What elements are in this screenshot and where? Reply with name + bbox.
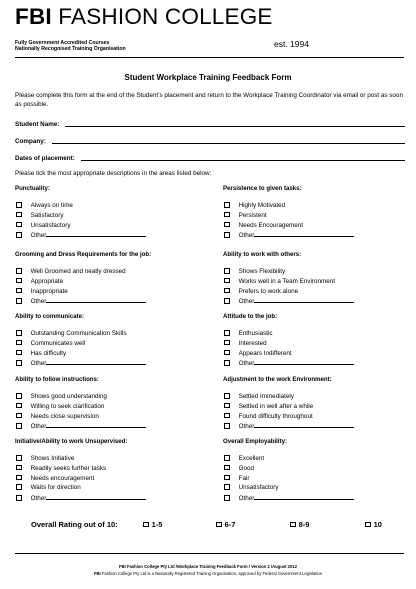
option-label: Communicates well <box>30 339 86 347</box>
checkbox-option[interactable] <box>16 267 126 276</box>
tagline-accredited: Fully Government Accredited Courses <box>15 40 110 46</box>
checkbox-option[interactable] <box>224 287 298 296</box>
checkbox-icon[interactable] <box>224 413 230 419</box>
header-divider <box>15 57 404 58</box>
checkbox-icon[interactable] <box>224 350 230 356</box>
option-label: Persistent <box>238 211 267 219</box>
checkbox-option[interactable] <box>16 230 146 239</box>
checkbox-option[interactable] <box>16 454 74 463</box>
footer-divider <box>15 553 404 554</box>
option-label: Unsatisfactory <box>30 221 71 229</box>
checkbox-icon[interactable] <box>16 288 22 294</box>
option-label: Needs Encouragement <box>238 221 304 229</box>
checkbox-option[interactable] <box>224 329 273 338</box>
option-label: Other <box>238 232 255 240</box>
rating-option-label: 6-7 <box>224 520 236 529</box>
rating-option-label: 8-9 <box>298 520 310 529</box>
option-label: Inappropriate <box>30 287 68 295</box>
rating-option-10[interactable] <box>365 520 382 529</box>
checkbox-option[interactable] <box>16 349 66 358</box>
footer-brand: FBI <box>93 571 101 576</box>
checkbox-icon[interactable] <box>224 455 230 461</box>
company-line[interactable] <box>52 143 405 144</box>
checkbox-icon[interactable] <box>224 495 230 501</box>
checkbox-icon[interactable] <box>224 330 230 336</box>
checkbox-icon[interactable] <box>224 360 230 366</box>
checkbox-option[interactable] <box>224 358 354 367</box>
checkbox-option[interactable] <box>16 201 73 210</box>
option-label: Well Groomed and neatly dressed <box>30 268 126 275</box>
checkbox-option[interactable] <box>16 493 146 502</box>
option-label: Needs close supervision <box>30 412 99 420</box>
option-label: Appears Indifferent <box>238 349 292 357</box>
rating-option-6-7[interactable] <box>216 520 235 529</box>
option-label: Other <box>238 298 255 306</box>
checkbox-icon[interactable] <box>16 475 22 481</box>
other-write-in-line[interactable] <box>46 358 146 365</box>
section-title: Punctuality: <box>15 185 50 192</box>
dates-line[interactable] <box>81 160 405 161</box>
option-label: Found difficulty throughout <box>238 412 313 420</box>
section-title: Persistence to given tasks: <box>223 185 302 192</box>
checkbox-icon[interactable] <box>16 222 22 228</box>
checkbox-icon[interactable] <box>16 278 22 284</box>
other-write-in-line[interactable] <box>254 493 354 500</box>
checkbox-icon[interactable] <box>224 268 230 274</box>
student-name-line[interactable] <box>65 126 405 127</box>
option-label: Works well in a Team Environment <box>238 277 335 285</box>
checkbox-icon[interactable] <box>224 278 230 284</box>
option-label: Shows Initiative <box>30 455 75 462</box>
other-write-in-line[interactable] <box>254 296 354 303</box>
checkbox-icon[interactable] <box>16 403 22 409</box>
company-field[interactable] <box>15 135 405 145</box>
checkbox-icon[interactable] <box>16 202 22 208</box>
checkbox-option[interactable] <box>16 464 106 473</box>
checkbox-icon[interactable] <box>16 413 22 419</box>
option-label: Other <box>30 360 47 368</box>
checkbox-option[interactable] <box>224 392 294 401</box>
checkbox-option[interactable] <box>16 329 127 338</box>
checkbox-option[interactable] <box>224 464 254 473</box>
dates-field[interactable] <box>15 152 405 162</box>
footer-legal-text: Fashion College Pty Ltd is a Nationally Registered Training Organisation, approved by Federal Government Legislation <box>100 571 323 576</box>
other-write-in-line[interactable] <box>46 296 146 303</box>
tick-instructions: Please tick the most appropriate descriptions in the areas listed below: <box>15 170 212 177</box>
checkbox-icon[interactable] <box>16 212 22 218</box>
checkbox-icon[interactable] <box>216 522 222 528</box>
checkbox-icon[interactable] <box>16 423 22 429</box>
rating-option-label: 10 <box>373 520 382 529</box>
other-write-in-line[interactable] <box>254 358 354 365</box>
checkbox-icon[interactable] <box>224 222 230 228</box>
rating-option-label: 1-5 <box>151 520 163 529</box>
option-label: Shows good understanding <box>30 393 107 400</box>
option-label: Other <box>30 298 47 306</box>
checkbox-icon[interactable] <box>16 232 22 238</box>
other-write-in-line[interactable] <box>254 421 354 428</box>
checkbox-icon[interactable] <box>224 475 230 481</box>
section-title: Initiative/Ability to work Unsupervised: <box>15 438 128 445</box>
option-label: Excellent <box>238 455 265 462</box>
option-label: Highly Motivated <box>238 202 286 209</box>
checkbox-icon[interactable] <box>290 522 296 528</box>
checkbox-option[interactable] <box>224 454 264 463</box>
option-label: Outstanding Communication Skills <box>30 330 127 337</box>
option-label: Needs encouragement <box>30 474 95 482</box>
checkbox-icon[interactable] <box>224 212 230 218</box>
option-label: Settled Immediately <box>238 393 294 400</box>
rating-option-1-5[interactable] <box>143 520 162 529</box>
overall-rating-label: Overall Rating out of 10: <box>31 520 118 529</box>
option-label: Readily seeks further tasks <box>30 464 107 472</box>
checkbox-option[interactable] <box>224 267 285 276</box>
other-write-in-line[interactable] <box>46 230 146 237</box>
option-label: Willing to seek clarification <box>30 402 105 410</box>
checkbox-option[interactable] <box>224 277 335 286</box>
checkbox-icon[interactable] <box>365 522 371 528</box>
college-logo-text <box>15 4 273 30</box>
other-write-in-line[interactable] <box>46 421 146 428</box>
checkbox-icon[interactable] <box>224 465 230 471</box>
option-label: Prefers to work alone <box>238 287 299 295</box>
checkbox-option[interactable] <box>224 421 354 430</box>
checkbox-option[interactable] <box>16 339 85 348</box>
option-label: Has difficulty <box>30 349 67 357</box>
checkbox-option[interactable] <box>16 483 81 492</box>
checkbox-option[interactable] <box>16 287 68 296</box>
checkbox-icon[interactable] <box>16 350 22 356</box>
checkbox-option[interactable] <box>16 221 71 230</box>
option-label: Appropriate <box>30 277 64 285</box>
checkbox-icon[interactable] <box>16 340 22 346</box>
form-title: Student Workplace Training Feedback Form <box>124 73 292 82</box>
checkbox-icon[interactable] <box>224 484 230 490</box>
section-title: Adjustment to the work Environment: <box>223 376 332 383</box>
established-year: est. 1994 <box>274 39 309 49</box>
student-name-label: Student Name: <box>15 121 60 128</box>
option-label: Other <box>238 423 255 431</box>
checkbox-option[interactable] <box>224 296 354 305</box>
section-title: Attitude to the job: <box>223 313 278 320</box>
checkbox-icon[interactable] <box>224 340 230 346</box>
option-label: Shows Flexibility <box>238 268 286 275</box>
checkbox-option[interactable] <box>224 201 285 210</box>
company-label: Company: <box>15 138 46 145</box>
checkbox-option[interactable] <box>16 412 99 421</box>
checkbox-icon[interactable] <box>224 393 230 399</box>
checkbox-option[interactable] <box>16 474 94 483</box>
checkbox-option[interactable] <box>224 493 354 502</box>
option-label: Other <box>238 360 255 368</box>
checkbox-option[interactable] <box>224 349 292 358</box>
other-write-in-line[interactable] <box>254 230 354 237</box>
option-label: Good <box>238 464 254 472</box>
option-label: Interested <box>238 339 267 347</box>
checkbox-icon[interactable] <box>16 268 22 274</box>
other-write-in-line[interactable] <box>46 493 146 500</box>
checkbox-icon[interactable] <box>16 360 22 366</box>
checkbox-option[interactable] <box>224 402 313 411</box>
rating-option-8-9[interactable] <box>290 520 309 529</box>
checkbox-option[interactable] <box>224 412 313 421</box>
checkbox-icon[interactable] <box>224 423 230 429</box>
option-label: Unsatisfactory <box>238 484 279 492</box>
section-title: Ability to follow instructions: <box>15 376 99 383</box>
brand-rest: FASHION COLLEGE <box>51 4 273 29</box>
section-title: Grooming and Dress Requirements for the job: <box>15 251 152 258</box>
section-title: Ability to communicate: <box>15 313 85 320</box>
section-title: Overall Employability: <box>223 438 288 445</box>
checkbox-option[interactable] <box>16 296 146 305</box>
option-label: Other <box>30 423 47 431</box>
brand-bold: FBI <box>15 4 52 29</box>
tagline-recognised: Nationally Recognised Training Organisation <box>15 46 126 52</box>
option-label: Satisfactory <box>30 211 64 219</box>
checkbox-option[interactable] <box>224 230 354 239</box>
footer-form-reference: FBI Fashion College Pty Ltd /Workplace Training Feedback Form / Version 2 /August 2012 <box>119 564 297 569</box>
checkbox-option[interactable] <box>16 277 63 286</box>
checkbox-icon[interactable] <box>143 522 149 528</box>
checkbox-option[interactable] <box>224 483 279 492</box>
student-name-field[interactable] <box>15 118 405 128</box>
checkbox-option[interactable] <box>16 402 104 411</box>
checkbox-icon[interactable] <box>224 403 230 409</box>
option-label: Enthusiastic <box>238 330 273 337</box>
checkbox-icon[interactable] <box>16 330 22 336</box>
checkbox-option[interactable] <box>224 474 249 483</box>
option-label: Other <box>30 495 47 503</box>
option-label: Settled in well after a while <box>238 402 314 410</box>
checkbox-option[interactable] <box>16 211 64 220</box>
section-title: Ability to work with others: <box>223 251 302 258</box>
checkbox-option[interactable] <box>224 339 267 348</box>
option-label: Always on time <box>30 202 73 209</box>
option-label: Other <box>30 232 47 240</box>
option-label: Fair <box>238 474 250 482</box>
checkbox-option[interactable] <box>224 211 267 220</box>
checkbox-icon[interactable] <box>16 393 22 399</box>
checkbox-option[interactable] <box>16 392 107 401</box>
checkbox-icon[interactable] <box>16 298 22 304</box>
footer-legal-notice <box>0 571 416 576</box>
checkbox-icon[interactable] <box>16 465 22 471</box>
checkbox-icon[interactable] <box>16 484 22 490</box>
checkbox-icon[interactable] <box>224 298 230 304</box>
checkbox-icon[interactable] <box>16 495 22 501</box>
dates-label: Dates of placement: <box>15 155 75 162</box>
option-label: Other <box>238 495 255 503</box>
form-instructions: Please complete this form at the end of the Student’s placement and return to the Workplace Training Coordinator via email or post as soon as possible. <box>15 92 403 108</box>
option-label: Waits for direction <box>30 484 81 492</box>
checkbox-option[interactable] <box>16 421 146 430</box>
checkbox-icon[interactable] <box>224 202 230 208</box>
checkbox-icon[interactable] <box>224 288 230 294</box>
checkbox-option[interactable] <box>224 221 303 230</box>
checkbox-icon[interactable] <box>224 232 230 238</box>
checkbox-option[interactable] <box>16 358 146 367</box>
checkbox-icon[interactable] <box>16 455 22 461</box>
